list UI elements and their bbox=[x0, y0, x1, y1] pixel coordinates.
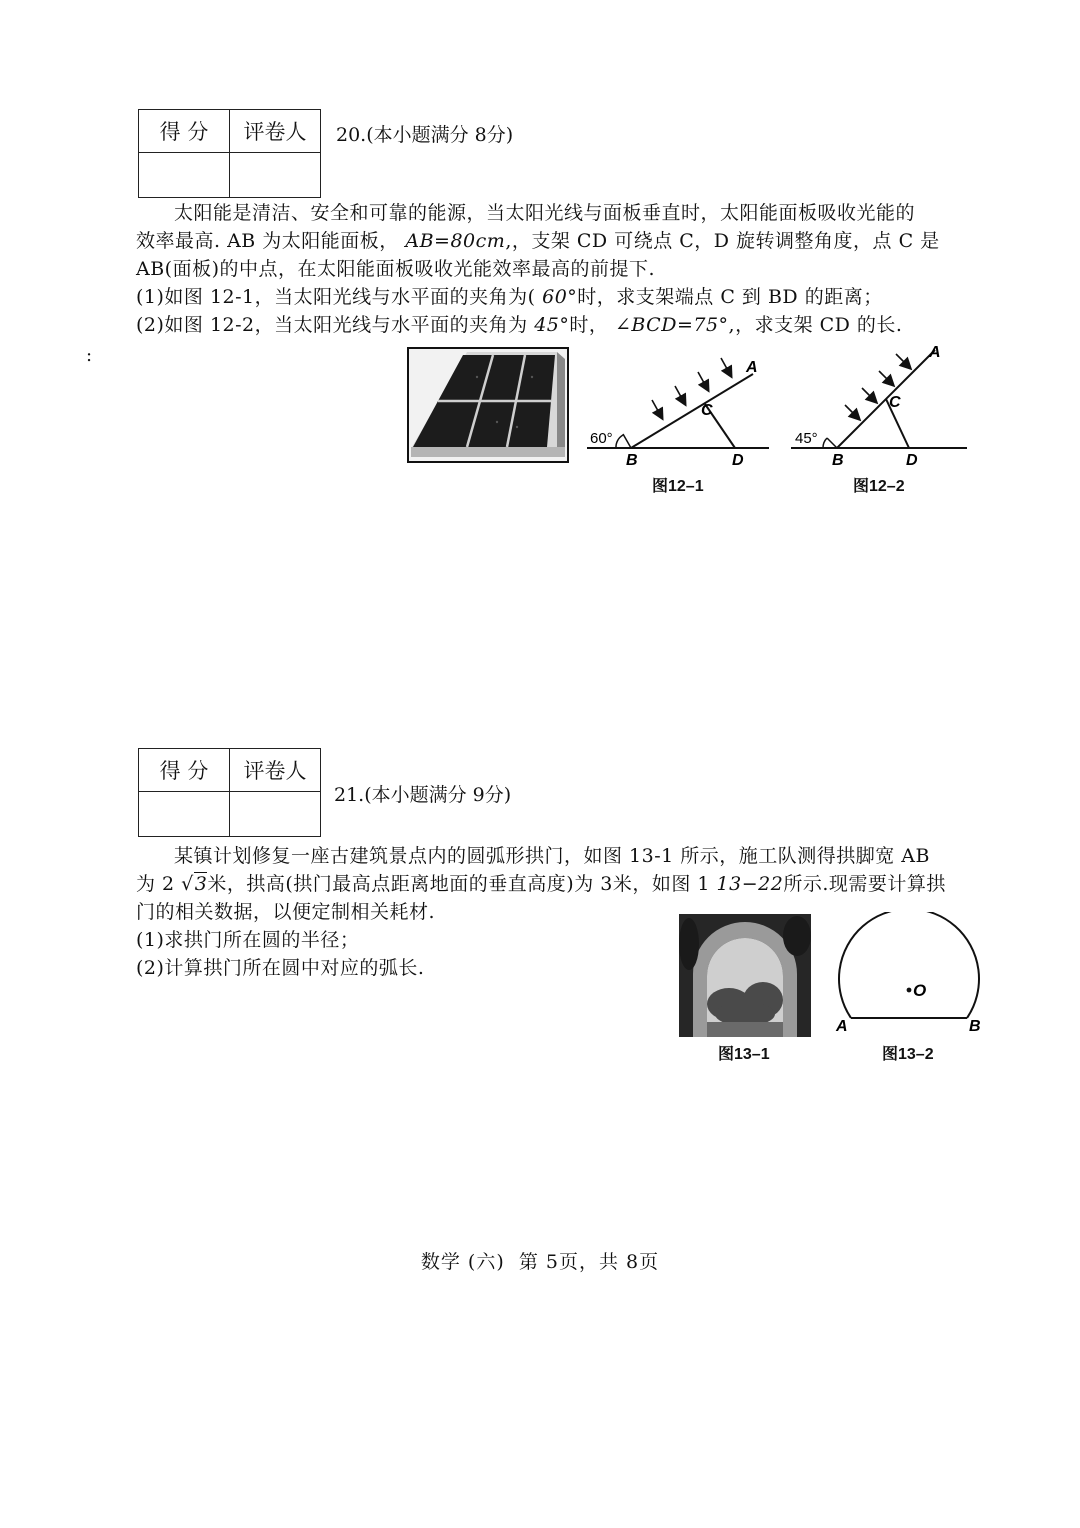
q21-line3: 门的相关数据，以便定制相关耗材. bbox=[136, 901, 436, 923]
score-cell[interactable] bbox=[139, 792, 230, 837]
figure-12-1-caption: 图12–1 bbox=[652, 478, 704, 495]
score-table-q20 bbox=[138, 109, 321, 198]
score-cell[interactable] bbox=[139, 153, 230, 198]
point-a-label: A bbox=[836, 1018, 848, 1034]
grader-label: 评卷人 bbox=[230, 749, 321, 792]
angle-label: 45° bbox=[795, 430, 818, 447]
point-b-label: B bbox=[626, 452, 638, 469]
point-a-label: A bbox=[929, 344, 941, 361]
figure-13-1-caption: 图13–1 bbox=[718, 1046, 770, 1063]
point-d-label: D bbox=[906, 452, 918, 469]
margin-mark: : bbox=[86, 345, 93, 366]
q20-line3: AB(面板)的中点，在太阳能面板吸收光能效率最高的前提下. bbox=[136, 258, 656, 280]
point-o-label: O bbox=[913, 981, 927, 1000]
point-d-label: D bbox=[732, 452, 744, 469]
q20-line1: 太阳能是清洁、安全和可靠的能源，当太阳光线与面板垂直时，太阳能面板吸收光能的 bbox=[174, 202, 916, 224]
score-table-q21 bbox=[138, 748, 321, 837]
figure-13-2-caption: 图13–2 bbox=[882, 1046, 934, 1063]
figure-13-2 bbox=[834, 912, 994, 1034]
panel-ab bbox=[631, 374, 753, 448]
solar-panel-photo bbox=[407, 347, 569, 463]
grader-cell[interactable] bbox=[230, 792, 321, 837]
q20-header: 20.(本小题满分 8分) bbox=[336, 124, 514, 146]
point-c-label: C bbox=[889, 394, 901, 411]
q20-sub1: (1)如图 12-1，当太阳光线与水平面的夹角为( 60°时，求支架端点 C 到 BD 的距离； bbox=[136, 286, 883, 308]
arch-arc bbox=[839, 912, 979, 1018]
point-c-label: C bbox=[701, 402, 713, 419]
point-a-label: A bbox=[746, 359, 758, 376]
q21-line1: 某镇计划修复一座古建筑景点内的圆弧形拱门，如图 13-1 所示，施工队测得拱脚宽 AB bbox=[174, 845, 930, 867]
arch-photo bbox=[679, 914, 811, 1037]
point-b-label: B bbox=[832, 452, 844, 469]
q20-body bbox=[136, 199, 1006, 339]
score-label: 得 分 bbox=[139, 749, 230, 792]
q20-line2: 效率最高. AB 为太阳能面板， AB=80cm,，支架 CD 可绕点 C，D 旋转调整角度，点 C 是 bbox=[136, 230, 940, 252]
center-point bbox=[907, 988, 912, 993]
q21-sub1: (1)求拱门所在圆的半径； bbox=[136, 929, 360, 951]
figure-12-2-caption: 图12–2 bbox=[853, 478, 905, 495]
score-label: 得 分 bbox=[139, 110, 230, 153]
q20-sub2: (2)如图 12-2，当太阳光线与水平面的夹角为 45°时， ∠BCD=75°,，求支架 CD 的长. bbox=[136, 314, 903, 336]
figure-12-2 bbox=[789, 343, 969, 471]
q21-header: 21.(本小题满分 9分) bbox=[334, 784, 512, 806]
q21-line2: 为 2 √3米，拱高(拱门最高点距离地面的垂直高度)为 3米，如图 1 13−22所示.现需要计算拱 bbox=[136, 873, 946, 895]
figure-12-1 bbox=[583, 352, 775, 470]
page-footer: 数学 (六) 第 5页，共 8页 bbox=[420, 1251, 660, 1273]
angle-label: 60° bbox=[590, 430, 613, 447]
q21-sub2: (2)计算拱门所在圆中对应的弧长. bbox=[136, 957, 425, 979]
point-b-label: B bbox=[969, 1018, 981, 1034]
grader-label: 评卷人 bbox=[230, 110, 321, 153]
grader-cell[interactable] bbox=[230, 153, 321, 198]
